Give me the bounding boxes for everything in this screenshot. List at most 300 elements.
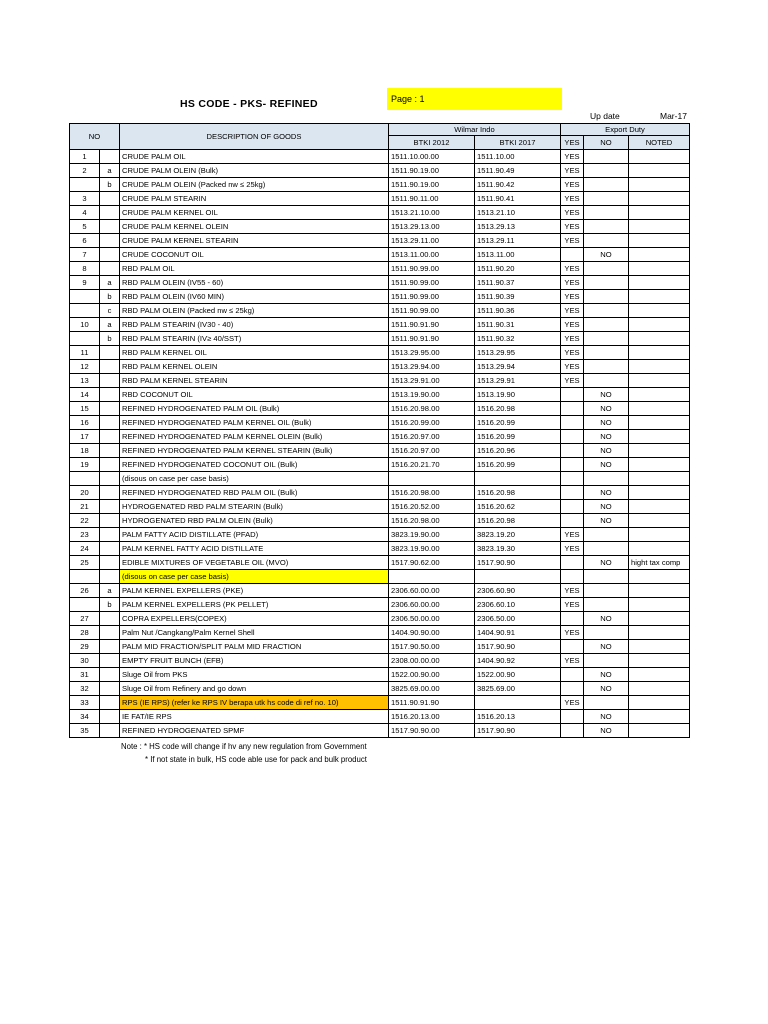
row-noted [629, 332, 690, 346]
row-yes [561, 612, 584, 626]
row-description: RBD PALM KERNEL STEARIN [120, 374, 389, 388]
row-yes: YES [561, 178, 584, 192]
table-row [70, 584, 690, 598]
row-no: 18 [70, 444, 100, 458]
row-btki2017: 1511.10.00 [475, 150, 561, 164]
row-sub [100, 486, 120, 500]
row-noted [629, 570, 690, 584]
row-noted [629, 206, 690, 220]
row-btki2017: 2306.50.00 [475, 612, 561, 626]
row-noted [629, 248, 690, 262]
row-noted [629, 654, 690, 668]
row-no: 28 [70, 626, 100, 640]
col-header-yes: YES [561, 136, 584, 150]
row-description: CRUDE PALM OIL [120, 150, 389, 164]
row-yes [561, 514, 584, 528]
row-no-duty: NO [584, 640, 629, 654]
row-btki2017: 1511.90.31 [475, 318, 561, 332]
row-noted [629, 514, 690, 528]
row-description: RBD PALM KERNEL OLEIN [120, 360, 389, 374]
row-noted [629, 192, 690, 206]
row-noted [629, 262, 690, 276]
row-no-duty [584, 318, 629, 332]
row-btki2012: 1511.10.00.00 [389, 150, 475, 164]
row-btki2012: 1516.20.97.00 [389, 444, 475, 458]
row-noted [629, 500, 690, 514]
table-row [70, 262, 690, 276]
row-yes: YES [561, 332, 584, 346]
table-body [70, 150, 690, 738]
row-sub [100, 528, 120, 542]
table-row [70, 430, 690, 444]
row-noted [629, 318, 690, 332]
row-yes: YES [561, 220, 584, 234]
row-no-duty [584, 584, 629, 598]
row-btki2012: 1513.29.94.00 [389, 360, 475, 374]
row-no: 3 [70, 192, 100, 206]
row-no-duty: NO [584, 724, 629, 738]
row-description: HYDROGENATED RBD PALM STEARIN (Bulk) [120, 500, 389, 514]
row-btki2017: 1511.90.36 [475, 304, 561, 318]
row-noted [629, 528, 690, 542]
row-noted [629, 416, 690, 430]
row-sub [100, 262, 120, 276]
row-no: 10 [70, 318, 100, 332]
row-description: EDIBLE MIXTURES OF VEGETABLE OIL (MVO) [120, 556, 389, 570]
row-description: PALM KERNEL EXPELLERS (PKE) [120, 584, 389, 598]
row-noted [629, 234, 690, 248]
row-no: 32 [70, 682, 100, 696]
table-row [70, 682, 690, 696]
row-description: (disous on case per case basis) [120, 570, 389, 584]
notes [121, 740, 367, 766]
row-sub: a [100, 276, 120, 290]
row-sub [100, 388, 120, 402]
table-row [70, 598, 690, 612]
row-no: 17 [70, 430, 100, 444]
row-btki2017: 1516.20.99 [475, 430, 561, 444]
row-sub [100, 626, 120, 640]
row-no: 29 [70, 640, 100, 654]
row-noted [629, 584, 690, 598]
row-no: 13 [70, 374, 100, 388]
row-no-duty: NO [584, 388, 629, 402]
header-row-group [70, 124, 690, 136]
row-sub: a [100, 318, 120, 332]
row-yes: YES [561, 304, 584, 318]
row-description: PALM KERNEL EXPELLERS (PK PELLET) [120, 598, 389, 612]
table-row [70, 164, 690, 178]
table-row [70, 472, 690, 486]
row-btki2017: 1404.90.92 [475, 654, 561, 668]
table-row [70, 514, 690, 528]
row-description: HYDROGENATED RBD PALM OLEIN (Bulk) [120, 514, 389, 528]
row-no-duty: NO [584, 458, 629, 472]
row-no-duty [584, 192, 629, 206]
row-no-duty [584, 150, 629, 164]
row-btki2017: 1516.20.96 [475, 444, 561, 458]
row-btki2012: 1516.20.98.00 [389, 402, 475, 416]
row-no: 35 [70, 724, 100, 738]
row-yes: YES [561, 626, 584, 640]
row-no-duty [584, 262, 629, 276]
row-yes: YES [561, 598, 584, 612]
row-btki2017: 1513.29.95 [475, 346, 561, 360]
col-group-export-duty: Export Duty [561, 124, 690, 136]
table-row [70, 206, 690, 220]
row-no-duty [584, 570, 629, 584]
row-noted [629, 668, 690, 682]
row-noted [629, 710, 690, 724]
row-btki2012: 1513.29.11.00 [389, 234, 475, 248]
row-sub [100, 192, 120, 206]
row-no: 11 [70, 346, 100, 360]
row-description: REFINED HYDROGENATED RBD PALM OIL (Bulk) [120, 486, 389, 500]
row-description: RBD PALM KERNEL OIL [120, 346, 389, 360]
row-btki2012: 1516.20.13.00 [389, 710, 475, 724]
row-description: EMPTY FRUIT BUNCH (EFB) [120, 654, 389, 668]
row-btki2017: 1517.90.90 [475, 556, 561, 570]
row-btki2017: 1511.90.39 [475, 290, 561, 304]
table-row [70, 528, 690, 542]
table-row [70, 486, 690, 500]
row-sub [100, 682, 120, 696]
row-sub [100, 402, 120, 416]
row-no-duty: NO [584, 430, 629, 444]
row-sub: b [100, 178, 120, 192]
row-btki2012: 3823.19.90.00 [389, 528, 475, 542]
col-header-no: NO [70, 124, 120, 150]
row-btki2012: 1511.90.99.00 [389, 262, 475, 276]
row-btki2012: 1511.90.99.00 [389, 276, 475, 290]
row-no: 2 [70, 164, 100, 178]
row-sub [100, 570, 120, 584]
row-btki2017: 1511.90.42 [475, 178, 561, 192]
row-description: REFINED HYDROGENATED PALM KERNEL STEARIN (Bulk) [120, 444, 389, 458]
row-btki2012: 1404.90.90.00 [389, 626, 475, 640]
row-sub [100, 710, 120, 724]
row-no [70, 332, 100, 346]
row-no-duty [584, 304, 629, 318]
table-row [70, 276, 690, 290]
row-btki2017 [475, 472, 561, 486]
row-noted [629, 724, 690, 738]
row-description: (disous on case per case basis) [120, 472, 389, 486]
row-btki2012: 1513.29.13.00 [389, 220, 475, 234]
row-btki2017: 1516.20.98 [475, 402, 561, 416]
row-noted: hight tax comp [629, 556, 690, 570]
row-no-duty [584, 346, 629, 360]
row-btki2012: 1511.90.11.00 [389, 192, 475, 206]
row-yes [561, 570, 584, 584]
row-btki2017: 1513.19.90 [475, 388, 561, 402]
row-description: Sluge Oil from Refinery and go down [120, 682, 389, 696]
row-no-duty [584, 360, 629, 374]
row-btki2017: 1511.90.49 [475, 164, 561, 178]
row-btki2017: 1517.90.90 [475, 640, 561, 654]
row-yes [561, 444, 584, 458]
row-sub [100, 346, 120, 360]
col-header-btki2017: BTKI 2017 [475, 136, 561, 150]
row-description: REFINED HYDROGENATED SPMF [120, 724, 389, 738]
row-btki2012: 1517.90.90.00 [389, 724, 475, 738]
row-yes: YES [561, 528, 584, 542]
row-btki2017: 1513.11.00 [475, 248, 561, 262]
row-btki2012: 1513.19.90.00 [389, 388, 475, 402]
row-description: COPRA EXPELLERS(COPEX) [120, 612, 389, 626]
row-btki2017 [475, 570, 561, 584]
row-btki2012: 1516.20.98.00 [389, 514, 475, 528]
row-yes [561, 556, 584, 570]
table-row [70, 500, 690, 514]
row-description: RBD COCONUT OIL [120, 388, 389, 402]
row-yes: YES [561, 584, 584, 598]
table-row [70, 402, 690, 416]
row-sub: b [100, 290, 120, 304]
row-yes: YES [561, 206, 584, 220]
row-no-duty [584, 206, 629, 220]
row-yes [561, 640, 584, 654]
table-row [70, 220, 690, 234]
row-description: RBD PALM OLEIN (Packed nw ≤ 25kg) [120, 304, 389, 318]
row-btki2017: 1522.00.90 [475, 668, 561, 682]
row-btki2012: 2308.00.00.00 [389, 654, 475, 668]
row-description: REFINED HYDROGENATED PALM KERNEL OIL (Bulk) [120, 416, 389, 430]
row-btki2012 [389, 570, 475, 584]
row-no: 8 [70, 262, 100, 276]
row-sub [100, 234, 120, 248]
row-yes: YES [561, 262, 584, 276]
table-row [70, 556, 690, 570]
row-noted [629, 164, 690, 178]
row-no-duty [584, 276, 629, 290]
row-no-duty: NO [584, 556, 629, 570]
row-yes [561, 430, 584, 444]
row-description: Palm Nut /Cangkang/Palm Kernel Shell [120, 626, 389, 640]
row-description: PALM FATTY ACID DISTILLATE (PFAD) [120, 528, 389, 542]
row-btki2017: 1513.21.10 [475, 206, 561, 220]
table-row [70, 248, 690, 262]
row-sub [100, 696, 120, 710]
row-btki2017: 1513.29.13 [475, 220, 561, 234]
note-line-1: Note : * HS code will change if hv any new regulation from Government [121, 742, 367, 751]
row-btki2012 [389, 472, 475, 486]
row-description: IE FAT/IE RPS [120, 710, 389, 724]
row-no-duty: NO [584, 612, 629, 626]
row-sub: a [100, 164, 120, 178]
row-no-duty [584, 332, 629, 346]
row-btki2012: 1516.20.99.00 [389, 416, 475, 430]
row-btki2012: 1511.90.91.90 [389, 332, 475, 346]
table-row [70, 444, 690, 458]
row-sub: c [100, 304, 120, 318]
row-btki2017: 1517.90.90 [475, 724, 561, 738]
row-no-duty: NO [584, 248, 629, 262]
row-no: 23 [70, 528, 100, 542]
row-noted [629, 542, 690, 556]
row-btki2012: 1511.90.91.90 [389, 318, 475, 332]
row-description: CRUDE PALM KERNEL OLEIN [120, 220, 389, 234]
table-row [70, 542, 690, 556]
row-noted [629, 290, 690, 304]
row-no: 26 [70, 584, 100, 598]
table-row [70, 150, 690, 164]
row-no: 25 [70, 556, 100, 570]
row-no-duty [584, 542, 629, 556]
table-row [70, 360, 690, 374]
row-yes [561, 668, 584, 682]
table-row [70, 388, 690, 402]
row-yes: YES [561, 164, 584, 178]
row-btki2017 [475, 696, 561, 710]
row-yes [561, 710, 584, 724]
document-title: HS CODE - PKS- REFINED [180, 98, 318, 110]
row-no-duty [584, 696, 629, 710]
row-noted [629, 388, 690, 402]
row-btki2012: 1511.90.19.00 [389, 164, 475, 178]
table-row [70, 346, 690, 360]
row-description: PALM KERNEL FATTY ACID DISTILLATE [120, 542, 389, 556]
row-sub [100, 724, 120, 738]
row-no [70, 472, 100, 486]
row-yes [561, 724, 584, 738]
row-no: 7 [70, 248, 100, 262]
row-no: 30 [70, 654, 100, 668]
row-no: 6 [70, 234, 100, 248]
row-no: 5 [70, 220, 100, 234]
col-header-description: DESCRIPTION OF GOODS [120, 124, 389, 150]
row-noted [629, 444, 690, 458]
row-btki2012: 3823.19.90.00 [389, 542, 475, 556]
col-group-wilmar: Wilmar Indo [389, 124, 561, 136]
row-yes: YES [561, 346, 584, 360]
table-row [70, 178, 690, 192]
row-no: 20 [70, 486, 100, 500]
row-yes [561, 472, 584, 486]
row-sub [100, 472, 120, 486]
row-description: CRUDE PALM KERNEL STEARIN [120, 234, 389, 248]
row-no-duty [584, 290, 629, 304]
row-yes: YES [561, 360, 584, 374]
row-description: Sluge Oil from PKS [120, 668, 389, 682]
row-no: 12 [70, 360, 100, 374]
row-sub [100, 206, 120, 220]
row-yes [561, 500, 584, 514]
row-btki2012: 1522.00.90.00 [389, 668, 475, 682]
row-noted [629, 696, 690, 710]
row-description: REFINED HYDROGENATED COCONUT OIL (Bulk) [120, 458, 389, 472]
table-row [70, 668, 690, 682]
row-sub [100, 430, 120, 444]
row-no-duty: NO [584, 682, 629, 696]
row-no-duty: NO [584, 710, 629, 724]
row-no: 31 [70, 668, 100, 682]
note-line-2: * If not state in bulk, HS code able use for pack and bulk product [145, 755, 367, 764]
row-noted [629, 626, 690, 640]
row-sub [100, 360, 120, 374]
row-description: RBD PALM STEARIN (IV≥ 40/SST) [120, 332, 389, 346]
row-description: CRUDE COCONUT OIL [120, 248, 389, 262]
row-no: 16 [70, 416, 100, 430]
row-noted [629, 150, 690, 164]
row-btki2017: 3823.19.30 [475, 542, 561, 556]
row-no: 19 [70, 458, 100, 472]
row-no-duty: NO [584, 402, 629, 416]
table-row [70, 304, 690, 318]
row-yes: YES [561, 192, 584, 206]
row-btki2012: 1517.90.50.00 [389, 640, 475, 654]
row-no-duty [584, 374, 629, 388]
row-btki2017: 1511.90.20 [475, 262, 561, 276]
row-no-duty: NO [584, 416, 629, 430]
row-description: CRUDE PALM OLEIN (Bulk) [120, 164, 389, 178]
row-btki2017: 1516.20.62 [475, 500, 561, 514]
row-btki2012: 1513.29.95.00 [389, 346, 475, 360]
row-sub [100, 640, 120, 654]
table-row [70, 696, 690, 710]
row-description: RBD PALM STEARIN (IV30 - 40) [120, 318, 389, 332]
row-sub [100, 374, 120, 388]
row-sub [100, 668, 120, 682]
row-no-duty [584, 220, 629, 234]
row-no [70, 304, 100, 318]
row-noted [629, 598, 690, 612]
row-no: 21 [70, 500, 100, 514]
row-btki2012: 3825.69.00.00 [389, 682, 475, 696]
row-no-duty [584, 626, 629, 640]
row-sub [100, 612, 120, 626]
table-row [70, 290, 690, 304]
row-sub [100, 500, 120, 514]
row-no-duty [584, 178, 629, 192]
row-yes: YES [561, 374, 584, 388]
row-yes [561, 248, 584, 262]
table-row [70, 416, 690, 430]
row-noted [629, 178, 690, 192]
row-yes: YES [561, 150, 584, 164]
row-btki2012: 1513.11.00.00 [389, 248, 475, 262]
row-btki2017: 1513.29.91 [475, 374, 561, 388]
row-description: CRUDE PALM KERNEL OIL [120, 206, 389, 220]
row-no-duty: NO [584, 668, 629, 682]
row-no: 27 [70, 612, 100, 626]
table-row [70, 710, 690, 724]
row-btki2012: 1511.90.19.00 [389, 178, 475, 192]
row-description: RBD PALM OLEIN (IV55 - 60) [120, 276, 389, 290]
update-value: Mar-17 [660, 111, 687, 121]
row-no-duty [584, 598, 629, 612]
row-sub [100, 654, 120, 668]
row-btki2017: 3823.19.20 [475, 528, 561, 542]
row-no-duty: NO [584, 486, 629, 500]
row-noted [629, 304, 690, 318]
row-sub: b [100, 332, 120, 346]
row-description: REFINED HYDROGENATED PALM KERNEL OLEIN (Bulk) [120, 430, 389, 444]
row-noted [629, 346, 690, 360]
table-row [70, 570, 690, 584]
row-btki2017: 1516.20.99 [475, 416, 561, 430]
row-yes [561, 388, 584, 402]
col-header-noted: NOTED [629, 136, 690, 150]
row-no-duty [584, 234, 629, 248]
row-no [70, 570, 100, 584]
hs-code-table [69, 123, 690, 738]
row-description: REFINED HYDROGENATED PALM OIL (Bulk) [120, 402, 389, 416]
row-yes: YES [561, 318, 584, 332]
row-no: 15 [70, 402, 100, 416]
row-btki2017: 1516.20.99 [475, 458, 561, 472]
row-no-duty: NO [584, 500, 629, 514]
